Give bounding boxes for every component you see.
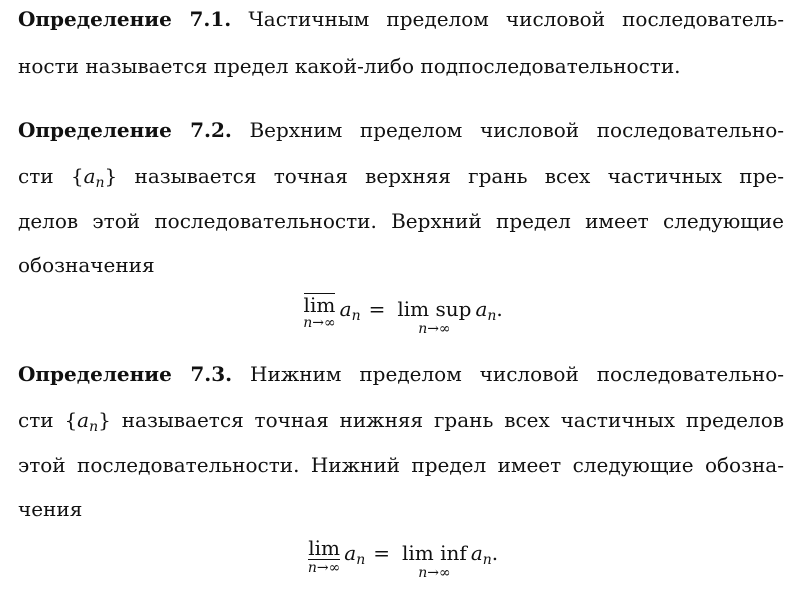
def3-formula-end: . <box>491 541 499 565</box>
def2-term: Определение 7.2. <box>18 118 232 142</box>
liminf-underline-label: lim <box>308 536 340 560</box>
def2-line1 <box>18 118 784 142</box>
def3-seq-close: } <box>98 408 111 432</box>
def2-formula-eq: = <box>368 297 386 321</box>
limsup-overline-sub: n→∞ <box>303 315 336 331</box>
limsup-overline-operator <box>303 293 335 331</box>
def3-seq-sub: n <box>89 419 99 435</box>
def2-seq <box>70 164 118 191</box>
def3-line1 <box>18 362 784 386</box>
liminf-underline-operator <box>308 537 340 576</box>
def2-line4: обозначения <box>18 253 155 277</box>
def2-seq-var: a <box>83 164 96 188</box>
def3-formula-eq: = <box>373 541 391 565</box>
limsup-sub: n→∞ <box>418 321 451 337</box>
limsup-operator <box>397 297 471 337</box>
def2-formula-var: $a_n$ <box>339 297 361 324</box>
limsup-overline-label: lim <box>303 293 336 317</box>
limsup-label: lim sup <box>397 297 472 321</box>
def3-formula-var: $a_n$ <box>344 541 366 568</box>
def3-term: Определение 7.3. <box>18 362 233 386</box>
liminf-operator <box>402 541 467 581</box>
liminf-underline-sub: n→∞ <box>307 560 341 576</box>
def2-formula <box>18 293 784 337</box>
def2-formula-end: . <box>496 297 503 321</box>
def2-seq-sub: n <box>95 175 105 191</box>
def3-line2-prefix: сти <box>18 408 54 432</box>
def3-line2 <box>18 408 784 439</box>
liminf-label: lim inf <box>402 541 467 565</box>
def2-seq-close: } <box>104 164 118 188</box>
def3-line3: этой последовательности. Нижний предел имеет следующие обозна- <box>18 453 784 477</box>
def2-seq-open: { <box>70 164 84 188</box>
liminf-sub: n→∞ <box>418 565 451 581</box>
def2-line1-text: Верхним пределом числовой последовательно- <box>249 118 784 142</box>
def3-seq-var: a <box>77 408 90 432</box>
def1-line1-text: Частичным пределом числовой последователь- <box>248 7 784 31</box>
def1-line2: ности называется предел какой-либо подпоследовательности. <box>18 54 681 78</box>
def2-line2-text: называется точная верхняя грань всех частичных пре- <box>134 164 785 188</box>
def1-line1 <box>18 7 784 31</box>
def3-seq <box>64 408 111 435</box>
def1-term: Определение 7.1. <box>18 7 232 31</box>
def3-line1-text: Нижним пределом числовой последовательно- <box>250 362 784 386</box>
def3-seq-open: { <box>64 408 78 432</box>
def3-line4: чения <box>18 497 83 521</box>
def2-line2 <box>18 164 784 195</box>
def2-line3: делов этой последовательности. Верхний предел имеет следующие <box>18 209 784 233</box>
def3-formula-var2: $a_n$ <box>470 541 492 568</box>
def3-line2-text: называется точная нижняя грань всех частичных пределов <box>121 408 785 432</box>
def2-formula-var2: $a_n$ <box>475 297 497 324</box>
def3-formula <box>18 537 784 581</box>
def2-line2-prefix: сти <box>18 164 54 188</box>
